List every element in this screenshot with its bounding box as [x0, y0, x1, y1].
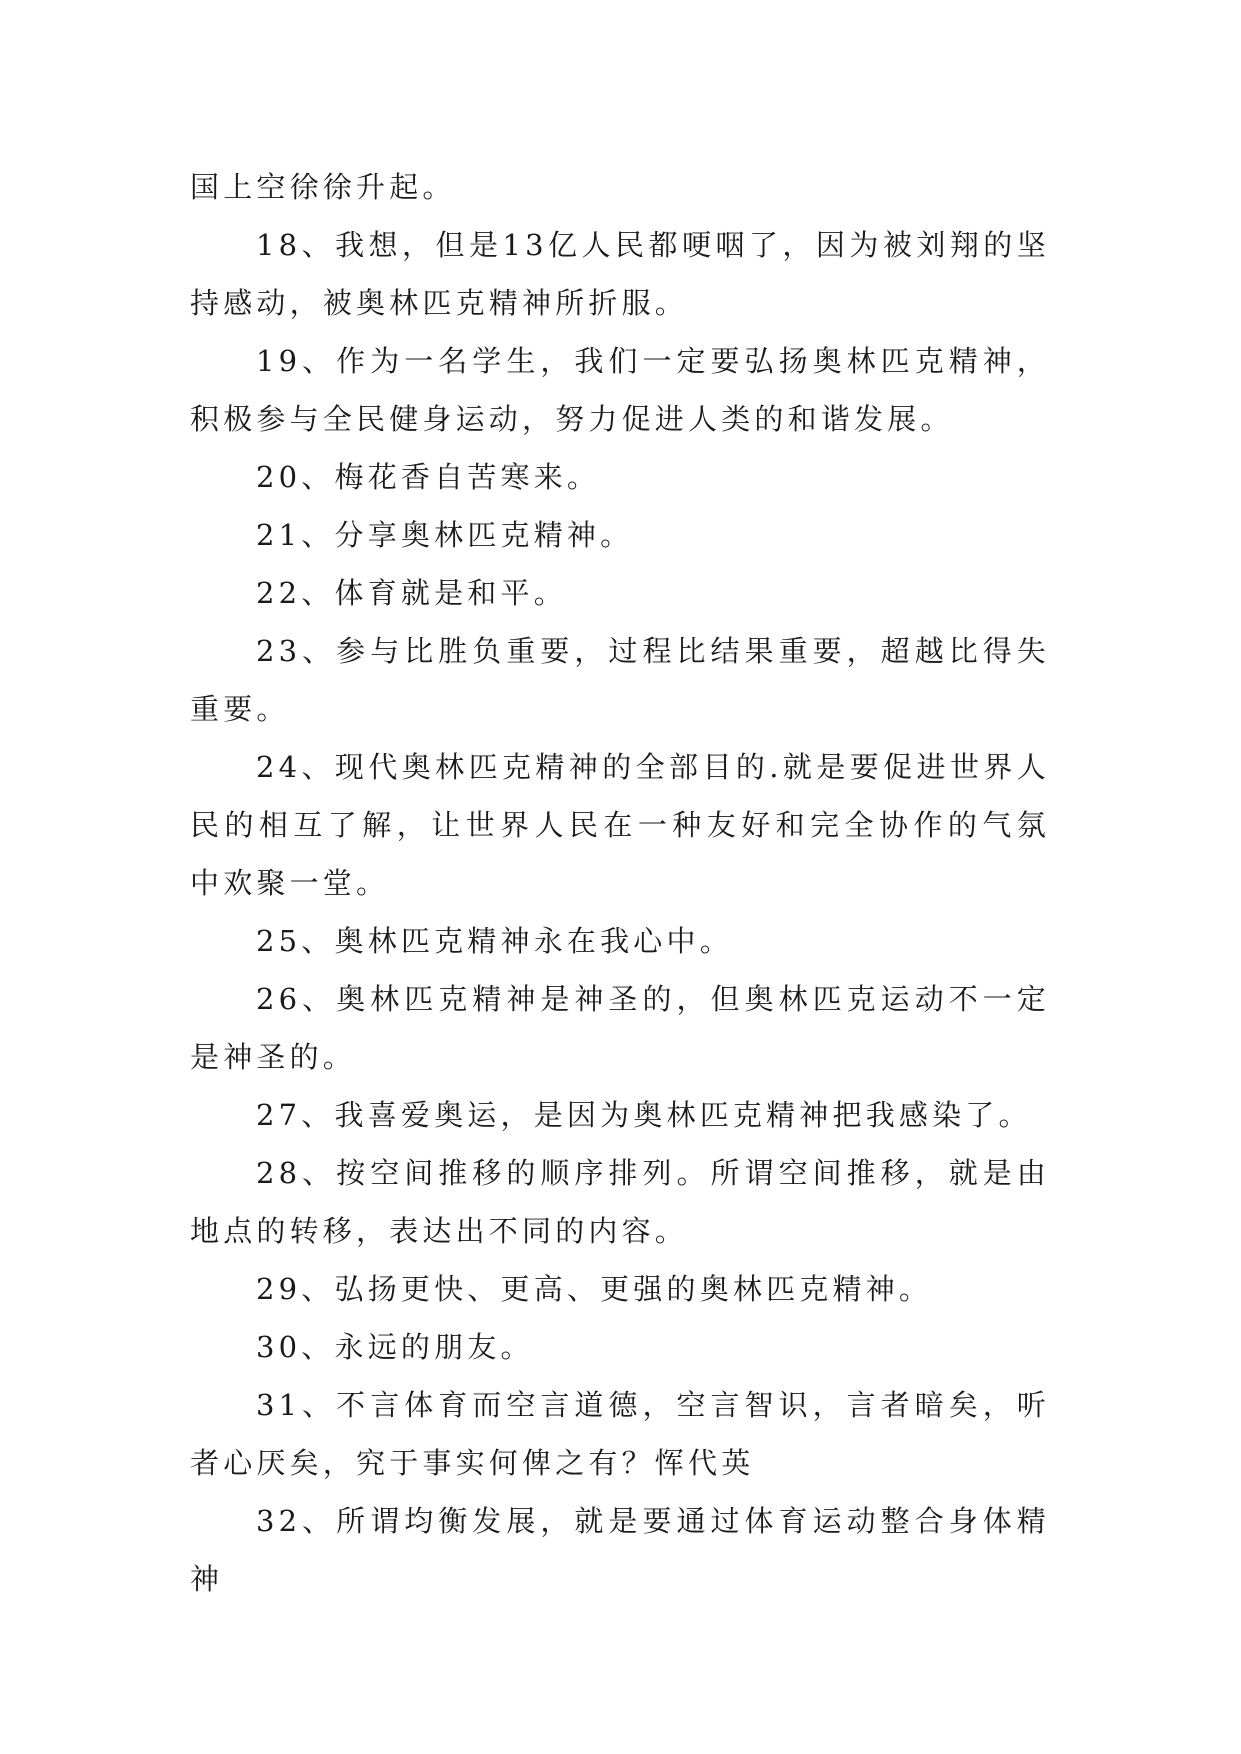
- paragraph-item-22: 22、体育就是和平。: [256, 576, 567, 610]
- document-body: [190, 158, 1050, 1608]
- paragraph-item-24: 24、现代奥林匹克精神的全部目的.就是要促进世界人民的相互了解，让世界人民在一种友好和完全协作的气氛中欢聚一堂。: [190, 750, 1050, 900]
- paragraph-item-23: 23、参与比胜负重要，过程比结果重要，超越比得失重要。: [190, 634, 1050, 726]
- paragraph-item-31: 31、不言体育而空言道德，空言智识，言者暗矣，听者心厌矣，究于事实何俾之有？恽代英: [190, 1388, 1050, 1480]
- paragraph-item-21: 21、分享奥林匹克精神。: [256, 518, 634, 552]
- paragraph-item-29: 29、弘扬更快、更高、更强的奥林匹克精神。: [256, 1272, 933, 1306]
- paragraph-item-25: 25、奥林匹克精神永在我心中。: [256, 924, 733, 958]
- paragraph-item-26: 26、奥林匹克精神是神圣的，但奥林匹克运动不一定是神圣的。: [190, 982, 1050, 1074]
- paragraph-item-30: 30、永远的朋友。: [256, 1330, 534, 1364]
- paragraph-item-32: 32、所谓均衡发展，就是要通过体育运动整合身体精神: [190, 1504, 1050, 1596]
- paragraph-continuation: 国上空徐徐升起。: [190, 170, 456, 204]
- paragraph-item-28: 28、按空间推移的顺序排列。所谓空间推移，就是由地点的转移，表达出不同的内容。: [190, 1156, 1050, 1248]
- paragraph-item-18: 18、我想，但是13亿人民都哽咽了，因为被刘翔的坚持感动，被奥林匹克精神所折服。: [190, 228, 1050, 320]
- paragraph-item-20: 20、梅花香自苦寒来。: [256, 460, 601, 494]
- paragraph-item-27: 27、我喜爱奥运，是因为奥林匹克精神把我感染了。: [256, 1098, 1032, 1132]
- paragraph-item-19: 19、作为一名学生，我们一定要弘扬奥林匹克精神，积极参与全民健身运动，努力促进人类的和谐发展。: [190, 344, 1050, 436]
